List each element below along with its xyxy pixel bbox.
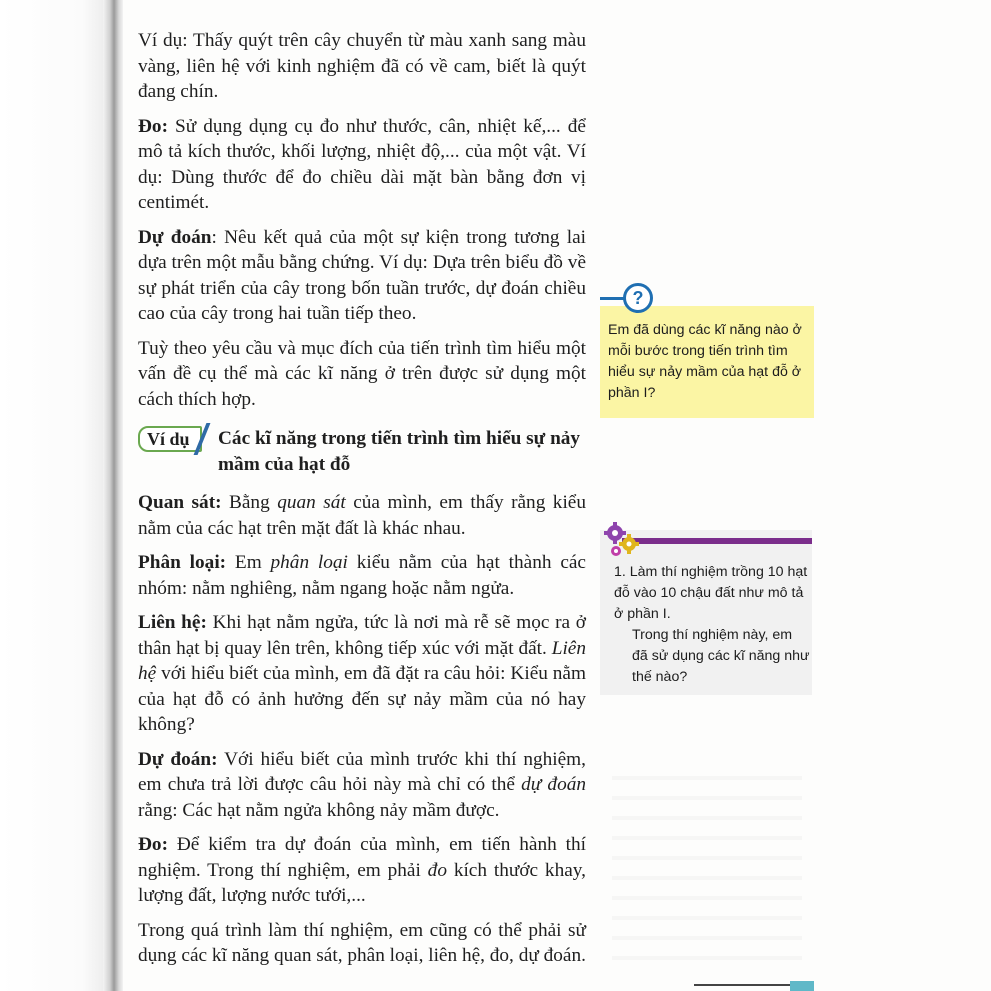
gears-icon bbox=[602, 520, 642, 560]
question-sidebar bbox=[600, 288, 814, 418]
paragraph-measure: Đo: Sử dụng dụng cụ đo như thước, cân, nhiệt kế,... để mô tả kích thước, khối lượng, nhiệt độ,... của một vật. Ví dụ: Dùng thước để đo chiều dài mặt bàn bằng đơn vị centimét. bbox=[138, 115, 586, 213]
example-heading bbox=[138, 426, 586, 478]
activity-header-bar bbox=[622, 538, 812, 544]
bleed-through-texture bbox=[612, 760, 802, 960]
paragraph-measure-example: Đo: Để kiểm tra dự đoán của mình, em tiến hành thí nghiệm. Trong thí nghiệm, em phải đo kích thước khay, lượng đất, lượng nước tưới,... bbox=[138, 834, 586, 906]
activity-item-1: 1. Làm thí nghiệm trồng 10 hạt đỗ vào 10 chậu đất như mô tả ở phần I. bbox=[614, 564, 808, 622]
paragraph-observe: Quan sát: Bằng quan sát của mình, em thấy rằng kiểu nằm của các hạt trên mặt đất là khác nhau. bbox=[138, 492, 587, 539]
question-icon: ? bbox=[623, 283, 653, 313]
activity-text bbox=[614, 562, 810, 688]
paragraph-summary: Tuỳ theo yêu cầu và mục đích của tiến trình tìm hiểu một vấn đề cụ thể mà các kĩ năng ở trên được sử dụng một cách thích hợp. bbox=[138, 337, 586, 410]
activity-sidebar bbox=[600, 530, 812, 695]
paragraph-example-tangerine: Ví dụ: Thấy quýt trên cây chuyển từ màu xanh sang màu vàng, liên hệ với kinh nghiệm đã có về cam, biết là quýt đang chín. bbox=[138, 30, 586, 102]
paragraph-predict: Dự đoán: Nêu kết quả của một sự kiện trong tương lai dựa trên một mẫu bằng chứng. Ví dụ: Dựa trên biểu đồ về sự phát triển của cây trong bốn tuần trước, dự đoán chiều cao của cây trong hai tuần tiếp theo. bbox=[138, 226, 586, 324]
paragraph-classify: Phân loại: Em phân loại kiểu nằm của hạt thành các nhóm: nằm nghiêng, nằm ngang hoặc nằm ngửa. bbox=[138, 552, 586, 599]
paragraph-predict-example: Dự đoán: Với hiểu biết của mình trước khi thí nghiệm, em chưa trả lời được câu hỏi này mà chỉ có thể dự đoán rằng: Các hạt nằm ngửa không nảy mầm được. bbox=[138, 748, 586, 821]
footer-tab bbox=[790, 981, 814, 991]
predict-label: Dự đoán bbox=[138, 226, 212, 248]
example-tag: Ví dụ bbox=[138, 426, 202, 452]
example-title: Các kĩ năng trong tiến trình tìm hiểu sự nảy mầm của hạt đỗ bbox=[218, 428, 581, 475]
main-text-column bbox=[138, 28, 586, 978]
question-text: Em đã dùng các kĩ năng nào ở mỗi bước trong tiến trình tìm hiểu sự nảy mầm của hạt đỗ ở phần I? bbox=[608, 322, 802, 401]
book-binding bbox=[103, 0, 123, 991]
activity-item-1-question: Trong thí nghiệm này, em đã sử dụng các kĩ năng như thế nào? bbox=[632, 627, 810, 685]
paragraph-relate: Liên hệ: Khi hạt nằm ngửa, tức là nơi mà rễ sẽ mọc ra ở thân hạt bị quay lên trên, không tiếp xúc với mặt đất. Liên hệ với hiểu biết của mình, em đã đặt ra câu hỏi: Kiểu nằm của hạt đỗ có ảnh hưởng đến sự nảy mầm của nó hay không? bbox=[138, 612, 586, 735]
measure-label: Đo: bbox=[138, 115, 168, 137]
paragraph-conclusion: Trong quá trình làm thí nghiệm, em cũng có thể phải sử dụng các kĩ năng quan sát, phân loại, liên hệ, đo, dự đoán. bbox=[138, 919, 586, 966]
page-left-margin bbox=[0, 0, 103, 991]
